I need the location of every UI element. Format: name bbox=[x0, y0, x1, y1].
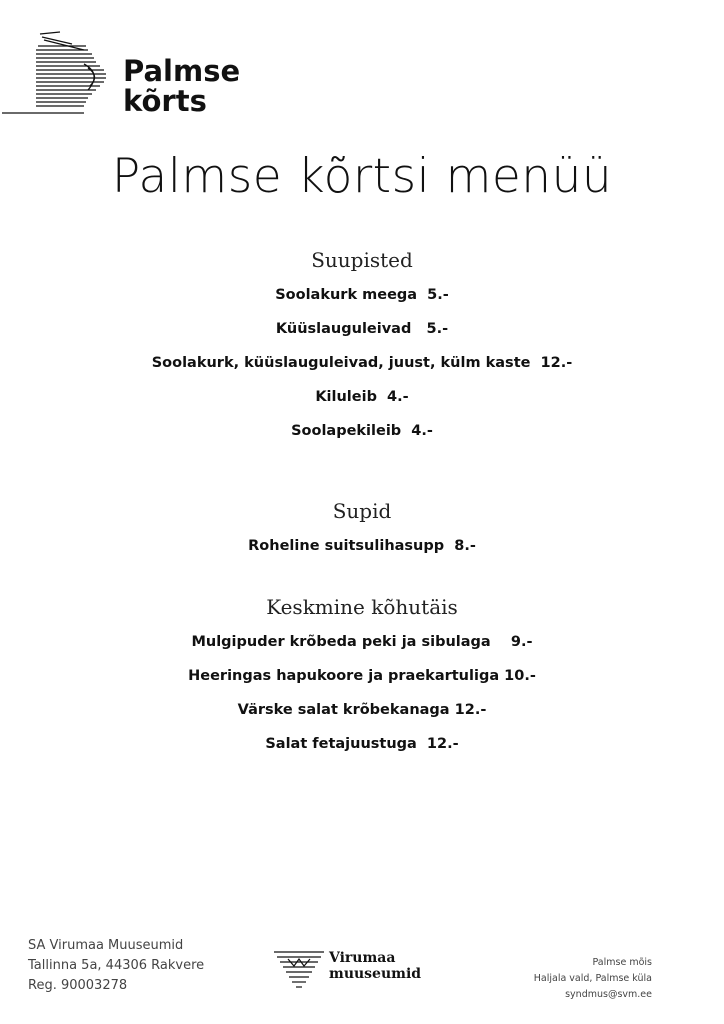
palmse-korts-logo-icon bbox=[0, 28, 112, 120]
logo-line-1: Palmse bbox=[123, 54, 241, 88]
menu-item: Soolakurk, küüslauguleivad, juust, külm kaste 12.- bbox=[151, 355, 573, 371]
brand-line-1: Virumaa bbox=[329, 950, 396, 966]
logo-wordmark bbox=[123, 56, 283, 116]
menu-item: Roheline suitsulihasupp 8.- bbox=[248, 538, 476, 554]
page-title: Palmse kõrtsi menüü bbox=[111, 149, 613, 204]
section-heading: Supid bbox=[332, 499, 392, 523]
menu-item: Küüslauguleivad 5.- bbox=[275, 321, 449, 337]
menu-item: Soolapekileib 4.- bbox=[291, 423, 433, 439]
section-heading: Suupisted bbox=[311, 248, 413, 272]
menu-item: Värske salat krõbekanaga 12.- bbox=[237, 702, 487, 718]
virumaa-muuseumid-logo-icon bbox=[272, 950, 326, 992]
menu-section-suupisted bbox=[0, 246, 724, 448]
venue-name: Palmse mõis bbox=[592, 957, 652, 968]
menu-item: Soolakurk meega 5.- bbox=[275, 287, 449, 303]
org-reg: Reg. 90003278 bbox=[28, 978, 128, 993]
virumaa-muuseumid-brand bbox=[272, 950, 442, 996]
venue-email: syndmus@svm.ee bbox=[565, 989, 652, 1000]
logo-line-2: kõrts bbox=[123, 84, 207, 118]
footer-venue bbox=[452, 955, 652, 1003]
menu-item: Mulgipuder krõbeda peki ja sibulaga 9.- bbox=[191, 634, 533, 650]
menu-item: Heeringas hapukoore ja praekartuliga 10.- bbox=[188, 668, 536, 684]
menu-section-keskmine-kohutais bbox=[0, 593, 724, 761]
section-heading: Keskmine kõhutäis bbox=[266, 595, 458, 619]
footer-organisation bbox=[28, 936, 268, 996]
menu-item: Salat fetajuustuga 12.- bbox=[265, 736, 459, 752]
org-address: Tallinna 5a, 44306 Rakvere bbox=[28, 958, 205, 973]
venue-address: Haljala vald, Palmse küla bbox=[533, 973, 652, 984]
brand-text bbox=[329, 950, 439, 982]
org-name: SA Virumaa Muuseumid bbox=[28, 938, 184, 953]
menu-section-supid bbox=[0, 497, 724, 563]
brand-line-2: muuseumid bbox=[329, 966, 422, 982]
menu-item: Kiluleib 4.- bbox=[315, 389, 409, 405]
